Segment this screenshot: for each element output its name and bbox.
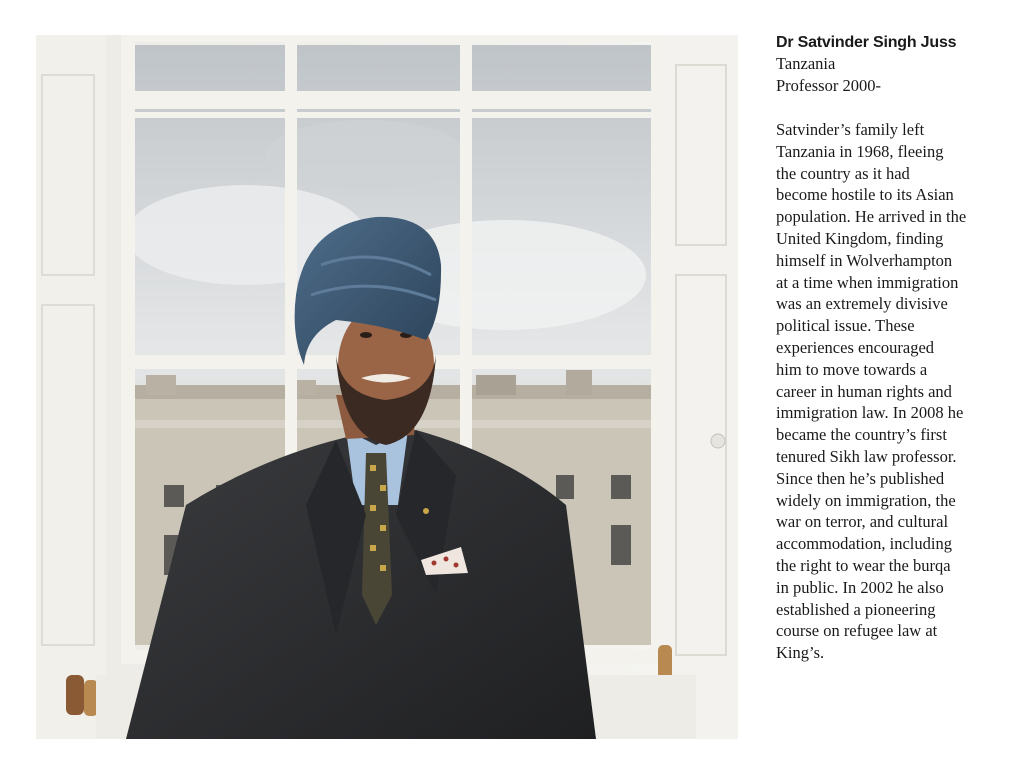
bio-line: in public. In 2002 he also	[776, 577, 944, 597]
bio-line: tenured Sikh law professor.	[776, 446, 957, 466]
bio-line: widely on immigration, the	[776, 490, 956, 510]
bio-line: King’s.	[776, 643, 825, 663]
bio-line: the right to wear the burqa	[776, 555, 951, 575]
bio-line: immigration law. In 2008 he	[776, 403, 964, 423]
bio-line: political issue. These	[776, 316, 915, 336]
bio-line: accommodation, including	[776, 534, 952, 554]
bio-line: population. He arrived in the	[776, 207, 967, 227]
caption-column	[776, 33, 1011, 664]
bio-line: career in human rights and	[776, 381, 952, 401]
bio-line: Tanzania in 1968, fleeing	[776, 141, 944, 161]
person-origin: Tanzania	[776, 54, 836, 73]
person-name: Dr Satvinder Singh Juss	[776, 34, 957, 51]
bio-line: himself in Wolverhampton	[776, 250, 953, 270]
bio-line: experiences encouraged	[776, 337, 935, 357]
bio-line: war on terror, and cultural	[776, 512, 949, 532]
bio-line: become hostile to its Asian	[776, 185, 954, 205]
portrait-photo	[36, 35, 738, 739]
bio-line: Since then he’s published	[776, 468, 945, 488]
bio-line: Satvinder’s family left	[776, 120, 925, 139]
bio-line: at a time when immigration	[776, 272, 959, 292]
bio-line: became the country’s first	[776, 425, 947, 445]
bio-line: United Kingdom, finding	[776, 228, 944, 248]
bio-line: him to move towards a	[776, 359, 928, 379]
biography	[776, 119, 1011, 664]
left-shutter	[36, 35, 106, 739]
person-role: Professor 2000-	[776, 76, 881, 95]
right-shutter	[658, 35, 738, 739]
bio-line: established a pioneering	[776, 599, 936, 619]
bio-line: was an extremely divisive	[776, 294, 948, 314]
bio-line: course on refugee law at	[776, 621, 938, 641]
bio-line: the country as it had	[776, 163, 910, 183]
